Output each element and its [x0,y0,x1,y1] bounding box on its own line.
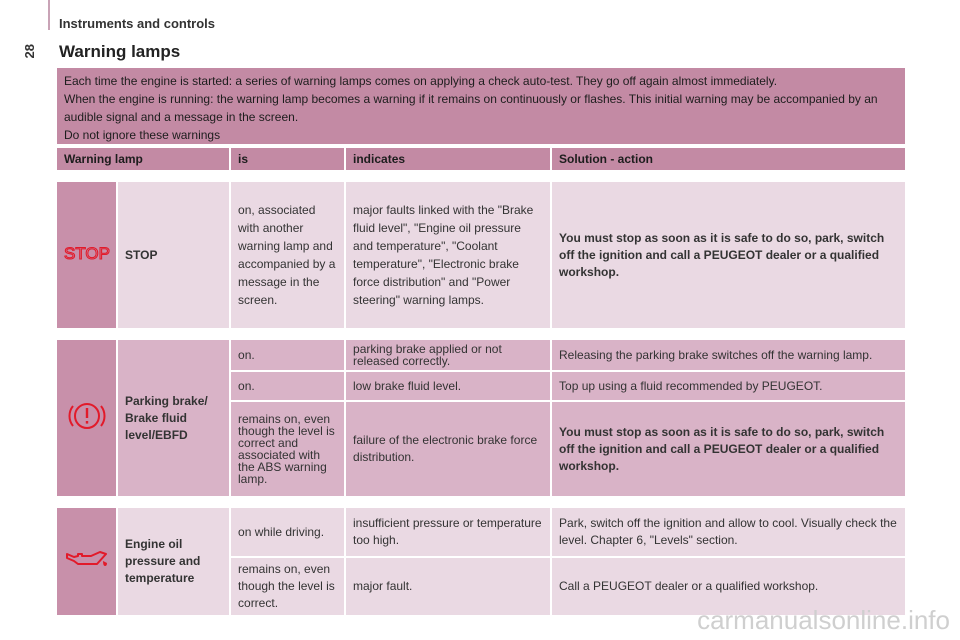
lamp-name-stop: STOP [118,182,229,328]
intro-line-3: Do not ignore these warnings [64,128,221,142]
cell-oil-2-is: remains on, even though the level is correct. [231,558,344,615]
header-solution: Solution - action [552,148,905,170]
stop-lamp-icon [57,182,116,328]
cell-oil-1-solution: Park, switch off the ignition and allow to cool. Visually check the level. Chapter 6, "Levels" section. [552,508,905,556]
cell-oil-1-indicates: insufficient pressure or temperature too high. [346,508,550,556]
lamp-name-oil: Engine oil pressure and temperature [118,508,229,615]
header-warning-lamp: Warning lamp [57,148,229,170]
section-title: Instruments and controls [59,16,216,31]
watermark: carmanualsonline.info [697,605,950,635]
cell-brake-2-indicates: low brake fluid level. [346,372,550,400]
intro-line-2: When the engine is running: the warning lamp becomes a warning if it remains on continuously or flashes. This initial warning may be accompanied by an audible signal and a message in the screen. [64,92,878,124]
cell-brake-1-indicates: parking brake applied or not released correctly. [346,340,550,370]
cell-stop-solution: You must stop as soon as it is safe to do so, park, switch off the ignition and call a PEUGEOT dealer or a qualified workshop. [552,182,905,328]
cell-brake-3-solution: You must stop as soon as it is safe to do so, park, switch off the ignition and call a PEUGEOT dealer or a qualified workshop. [552,402,905,496]
cell-brake-2-solution: Top up using a fluid recommended by PEUGEOT. [552,372,905,400]
table-header-row [57,148,905,170]
warning-lamps-table [55,146,907,617]
cell-brake-1-solution: Releasing the parking brake switches off the warning lamp. [552,340,905,370]
cell-oil-2-solution: Call a PEUGEOT dealer or a qualified workshop. [552,558,905,615]
cell-oil-1-is: on while driving. [231,508,344,556]
lamp-name-brake: Parking brake/ Brake fluid level/EBFD [118,340,229,496]
cell-brake-3-is: remains on, even though the level is correct and associated with the ABS warning lamp. [231,402,344,496]
table-row-oil-1 [57,508,905,556]
header-indicates: indicates [346,148,550,170]
intro-box [57,68,905,144]
cell-oil-2-indicates: major fault. [346,558,550,615]
page-title: Warning lamps [59,42,181,61]
page-number: 28 [22,44,37,59]
intro-line-1: Each time the engine is started: a series of warning lamps comes on applying a check auto-test. They go off again almost immediately. [64,74,778,88]
header-accent-bar [48,0,50,30]
cell-brake-2-is: on. [231,372,344,400]
table-row-stop [57,182,905,328]
stop-icon-text: STOP [63,243,110,263]
oil-can-icon [57,508,116,615]
header-is: is [231,148,344,170]
cell-stop-indicates: major faults linked with the "Brake fluid level", "Engine oil pressure and temperature", "Coolant temperature", "Electronic brake force distribution" and "Power steering" warning lamps. [346,182,550,328]
cell-brake-1-is: on. [231,340,344,370]
brake-lamp-icon [57,340,116,496]
table-row-brake-1 [57,340,905,370]
cell-stop-is: on, associated with another warning lamp and accompanied by a message in the screen. [231,182,344,328]
cell-brake-3-indicates: failure of the electronic brake force distribution. [346,402,550,496]
